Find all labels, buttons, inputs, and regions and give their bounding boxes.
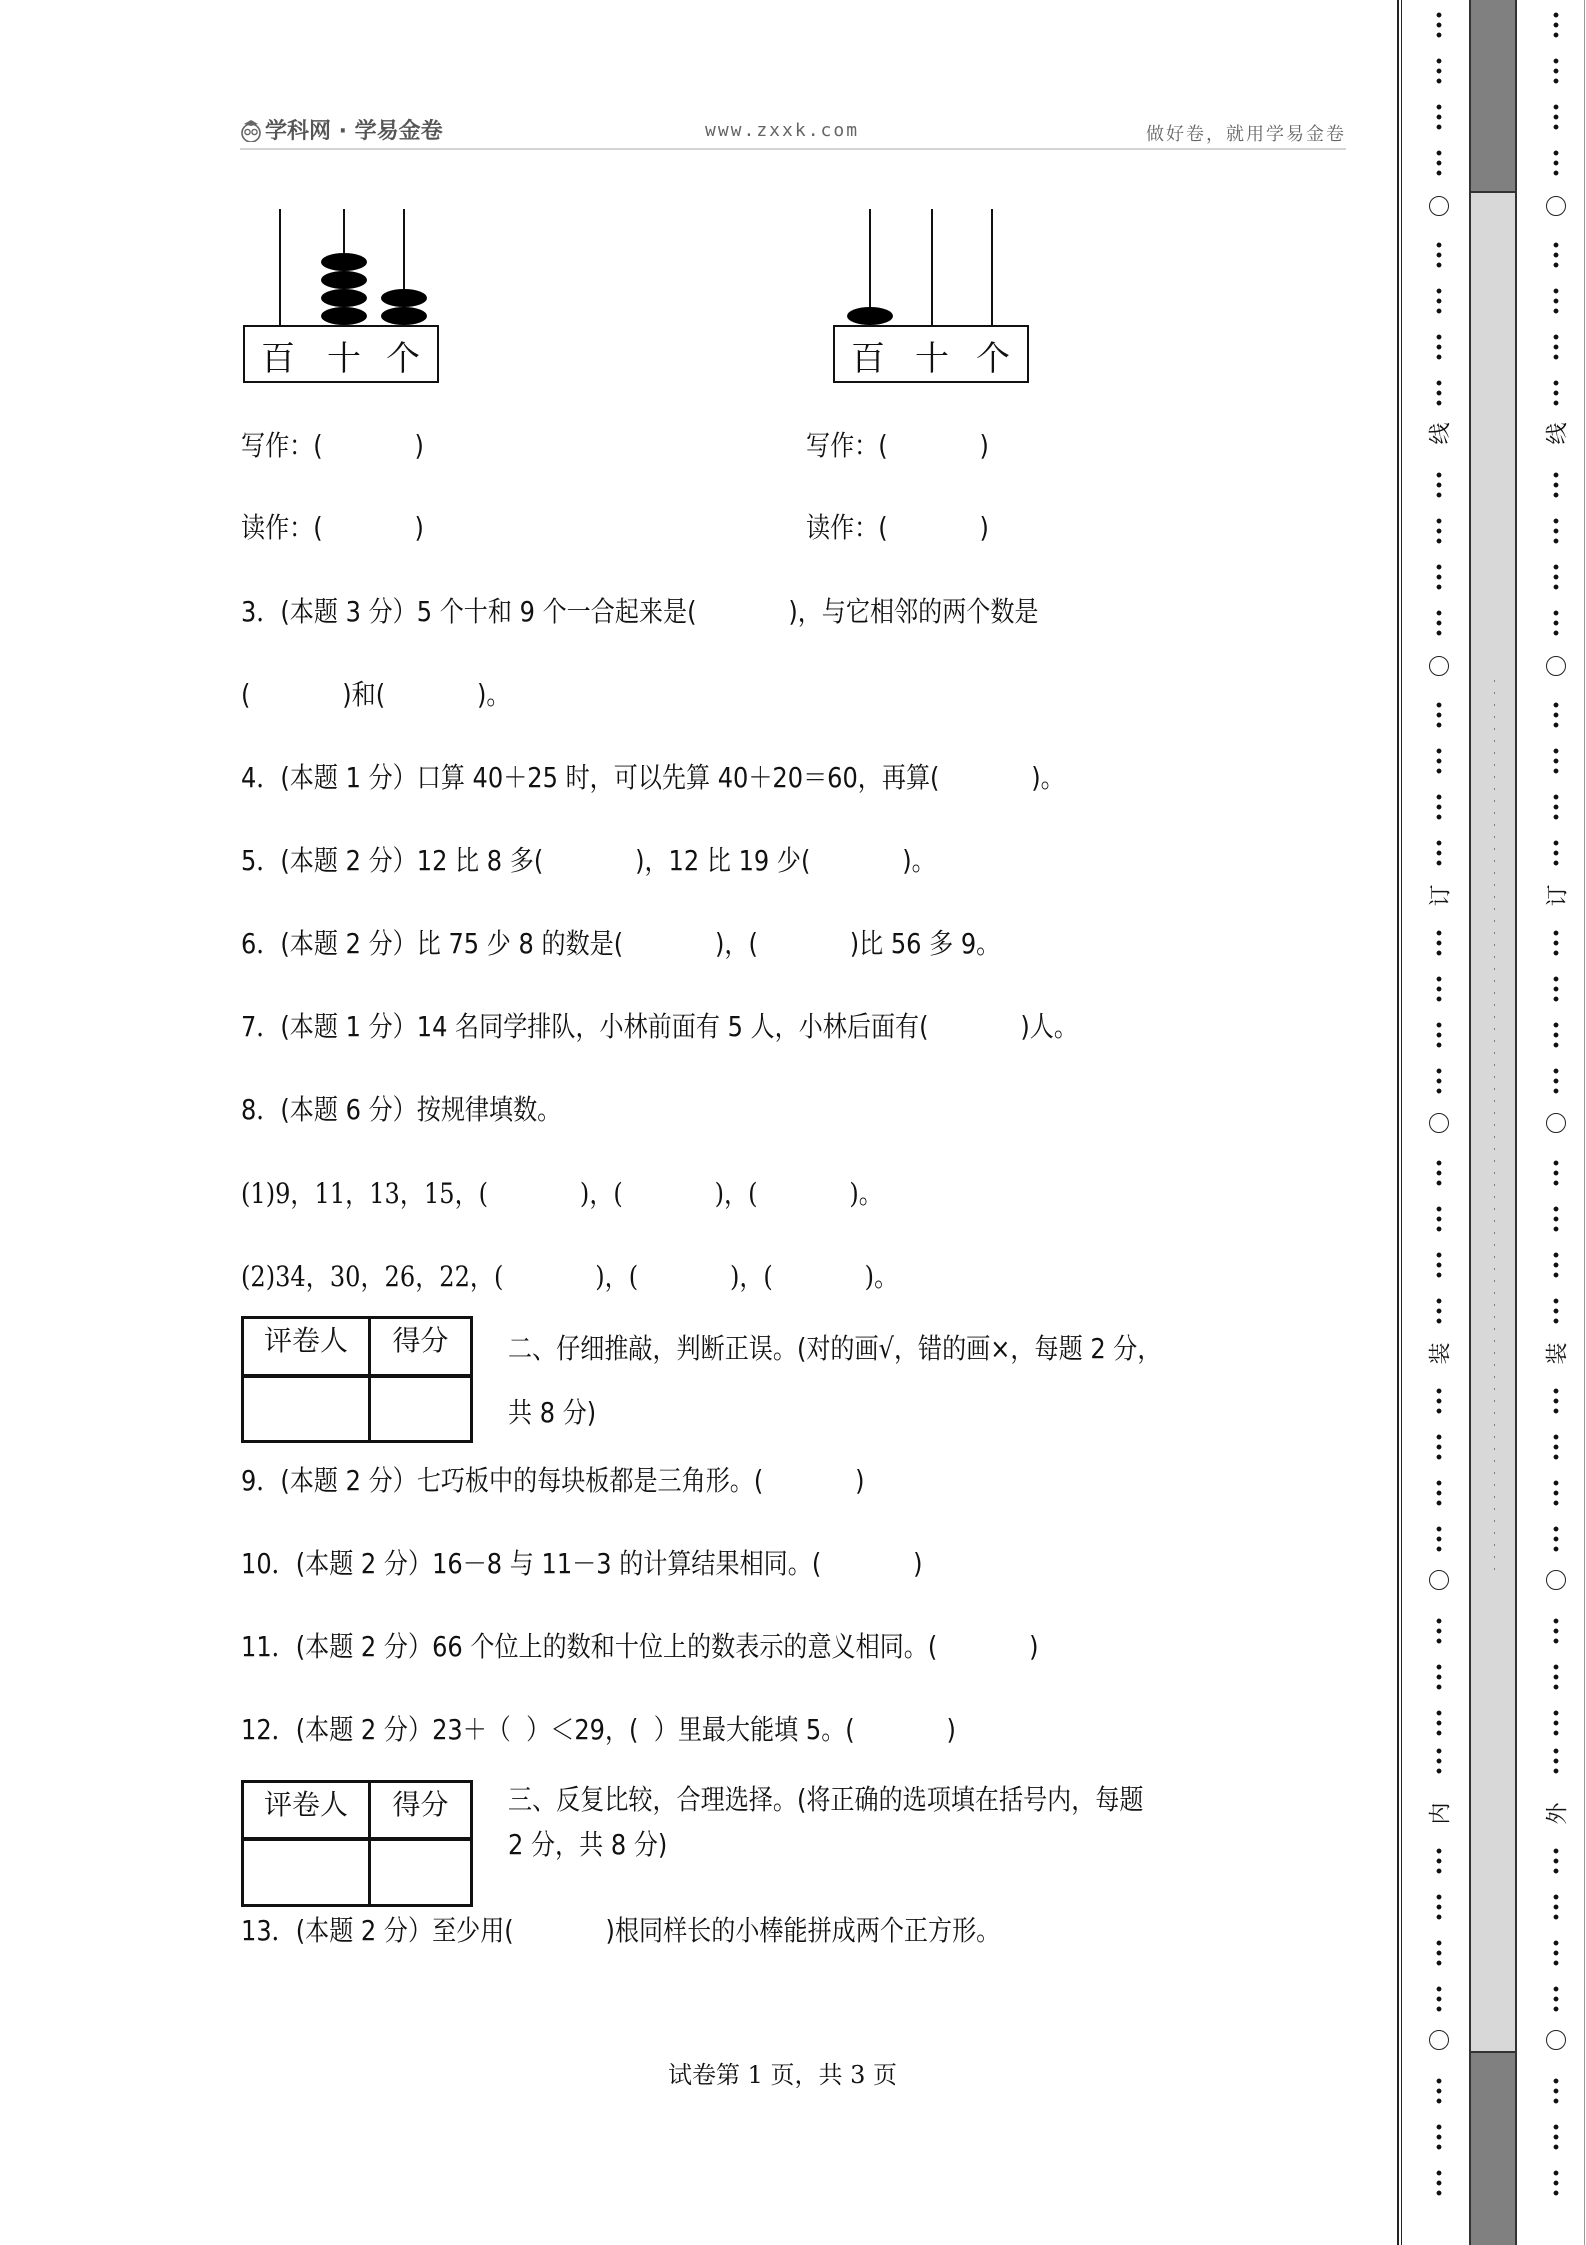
answer-blank-read-right[interactable]: 读作：( ) [806, 511, 989, 544]
binding-hole-icon [1546, 656, 1566, 676]
question-11: 11．(本题 2 分）66 个位上的数和十位上的数表示的意义相同。( ) [241, 1630, 1039, 1663]
site-url: www.zxxk.com [705, 120, 860, 141]
binding-hole-icon [1429, 2030, 1449, 2050]
binding-band-light [1469, 191, 1517, 2053]
place-label-ones: 个 [386, 339, 420, 379]
abacus-rod-ones [991, 209, 993, 327]
binding-hole-icon [1429, 656, 1449, 676]
binding-char: 订 [1428, 884, 1454, 907]
binding-band-dark-bottom [1469, 2053, 1517, 2245]
binding-edge-line [1584, 0, 1585, 2245]
question-8: 8．(本题 6 分）按规律填数。 [241, 1093, 562, 1126]
score-cell-grader[interactable] [244, 1841, 371, 1904]
binding-faint-text [1494, 680, 1495, 1580]
answer-blank-write-right[interactable]: 写作：( ) [806, 429, 989, 462]
binding-hole-icon [1546, 2030, 1566, 2050]
abacus-rod-hundreds [279, 209, 281, 327]
score-header-score: 得分 [371, 1319, 470, 1378]
section-2-title: 二、仔细推敲，判断正误。(对的画√，错的画×，每题 2 分， [508, 1332, 1162, 1365]
place-label-tens: 十 [327, 339, 361, 379]
question-8-part-2: (2)34，30，26，22，( )，( )，( )。 [241, 1260, 899, 1293]
owl-logo-icon [240, 118, 262, 142]
score-table-section-2 [241, 1316, 473, 1443]
place-label-tens: 十 [915, 339, 949, 379]
question-10: 10．(本题 2 分）16－8 与 11－3 的计算结果相同。( ) [241, 1547, 923, 1580]
score-header-grader: 评卷人 [244, 1783, 371, 1841]
binding-hole-icon [1429, 1570, 1449, 1590]
question-6: 6．(本题 2 分）比 75 少 8 的数是( )，( )比 56 多 9。 [241, 927, 1001, 960]
binding-char: 线 [1428, 422, 1454, 445]
answer-blank-read-left[interactable]: 读作：( ) [241, 511, 424, 544]
binding-char: 线 [1545, 422, 1571, 445]
question-12: 12．(本题 2 分）23＋（ ）＜29，( ）里最大能填 5。( ) [241, 1713, 956, 1746]
place-label-hundreds: 百 [261, 339, 295, 379]
abacus-bead [321, 289, 367, 307]
question-13: 13．(本题 2 分）至少用( )根同样长的小棒能拼成两个正方形。 [241, 1914, 1001, 1947]
binding-char: 订 [1545, 884, 1571, 907]
abacus-left [243, 209, 443, 384]
abacus-bead [381, 289, 427, 307]
question-8-part-1: (1)9，11，13，15，( )，( )，( )。 [241, 1177, 883, 1210]
binding-hole-icon [1429, 1113, 1449, 1133]
binding-column-outer [1541, 0, 1571, 2245]
score-cell-grader[interactable] [244, 1378, 371, 1440]
abacus-bead [321, 253, 367, 271]
score-header-grader: 评卷人 [244, 1319, 371, 1378]
binding-hole-icon [1546, 196, 1566, 216]
binding-hole-icon [1546, 1570, 1566, 1590]
abacus-bead [847, 307, 893, 325]
brand-logo [240, 114, 443, 145]
binding-char: 外 [1545, 1802, 1571, 1825]
page-header [240, 112, 1346, 150]
slogan: 做好卷，就用学易金卷 [1146, 124, 1346, 145]
score-cell-score[interactable] [371, 1378, 470, 1440]
abacus-rod-tens [931, 209, 933, 327]
abacus-right [833, 209, 1033, 384]
section-2-title-cont: 共 8 分) [508, 1396, 597, 1429]
abacus-bead [321, 307, 367, 325]
binding-char: 装 [1428, 1342, 1454, 1365]
binding-hole-icon [1429, 196, 1449, 216]
answer-blank-write-left[interactable]: 写作：( ) [241, 429, 424, 462]
place-label-ones: 个 [976, 339, 1010, 379]
binding-char: 内 [1428, 1802, 1454, 1825]
score-table-section-3 [241, 1780, 473, 1907]
binding-char: 装 [1545, 1342, 1571, 1365]
question-9: 9．(本题 2 分）七巧板中的每块板都是三角形。( ) [241, 1464, 865, 1497]
section-3-title: 三、反复比较，合理选择。(将正确的选项填在括号内，每题 [508, 1783, 1144, 1816]
page-number: 试卷第 1 页，共 3 页 [668, 2061, 898, 2089]
question-5: 5．(本题 2 分）12 比 8 多( )，12 比 19 少( )。 [241, 844, 936, 877]
question-3: 3．(本题 3 分）5 个十和 9 个一合起来是( )，与它相邻的两个数是 [241, 595, 1039, 628]
binding-border-line [1401, 0, 1402, 2245]
section-3-title-cont: 2 分，共 8 分) [508, 1828, 668, 1861]
brand-name: 学科网 · 学易金卷 [265, 119, 443, 144]
binding-band-dark-top [1469, 0, 1517, 191]
question-7: 7．(本题 1 分）14 名同学排队，小林前面有 5 人，小林后面有( )人。 [241, 1010, 1078, 1043]
abacus-bead [381, 307, 427, 325]
score-cell-score[interactable] [371, 1841, 470, 1904]
binding-hole-icon [1546, 1113, 1566, 1133]
binding-column-inner [1424, 0, 1454, 2245]
abacus-bead [321, 271, 367, 289]
question-3-cont: ( )和( )。 [241, 678, 511, 711]
binding-border-line [1397, 0, 1399, 2245]
place-label-hundreds: 百 [851, 339, 885, 379]
score-header-score: 得分 [371, 1783, 470, 1841]
question-4: 4．(本题 1 分）口算 40＋25 时，可以先算 40＋20＝60，再算( )。 [241, 761, 1065, 794]
